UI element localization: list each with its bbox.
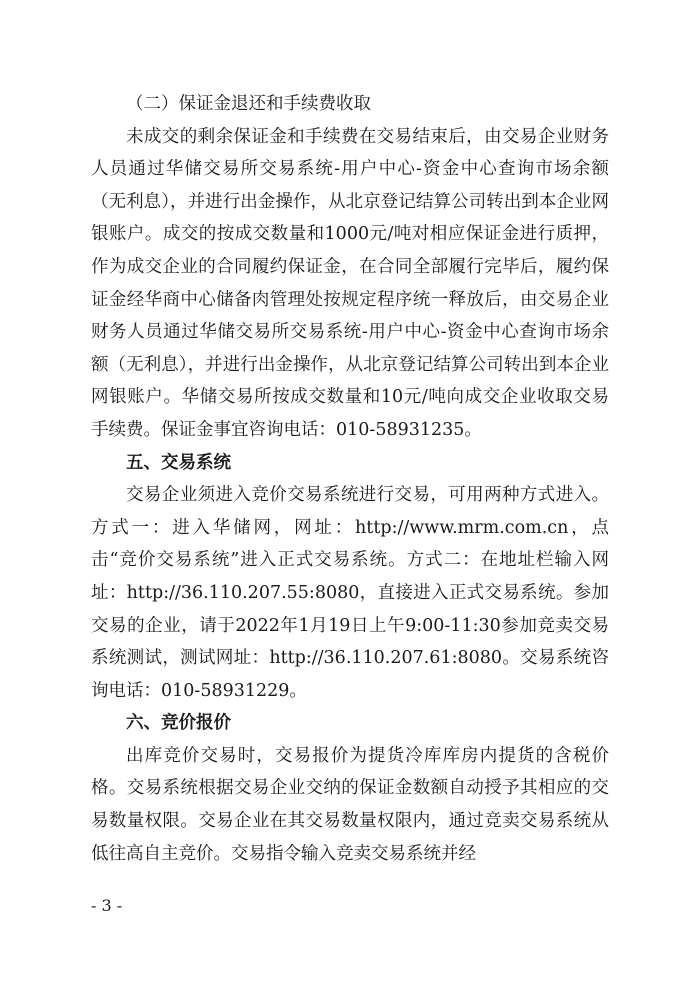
page-number: - 3 - [91,896,123,915]
section-title-bidding: 六、竞价报价 [126,713,231,734]
subsection-title: （二）保证金退还和手续费收取 [126,94,371,114]
section-title-trading-system: 五、交易系统 [126,452,231,473]
document-body [91,88,609,870]
paragraph-bidding: 出库竞价交易时，交易报价为提货冷库库房内提货的含税价格。交易系统根据交易企业交纳的保证金数额自动授予其相应的交易数量权限。交易企业在其交易数量权限内，通过竞卖交易系统从低往高自主竞价。交易指令输入竞卖交易系统并经 [91,745,609,864]
paragraph-trading-system: 交易企业须进入竞价交易系统进行交易，可用两种方式进入。方式一：进入华储网，网址：http://www.mrm.com.cn，点击“竞价交易系统”进入正式交易系统。方式二：在地址栏输入网址：http://36.110.207.55:8080，直接进入正式交易系统。参加交易的企业，请于2022年1月19日上午9:00-11:30参加竞卖交易系统测试，测试网址：http://36.110.207.61:8080。交易系统咨询电话：010-58931229。 [91,485,609,701]
paragraph-deposit-refund: 未成交的剩余保证金和手续费在交易结束后，由交易企业财务人员通过华储交易所交易系统-用户中心-资金中心查询市场余额（无利息），并进行出金操作，从北京登记结算公司转出到本企业网银账户。成交的按成交数量和1000元/吨对相应保证金进行质押，作为成交企业的合同履约保证金，在合同全部履行完毕后，履约保证金经华商中心储备肉管理处按规定程序统一释放后，由交易企业财务人员通过华储交易所交易系统-用户中心-资金中心查询市场余额（无利息），并进行出金操作，从北京登记结算公司转出到本企业网银账户。华储交易所按成交数量和10元/吨向成交企业收取交易手续费。保证金事宜咨询电话：010-58931235。 [91,126,609,440]
